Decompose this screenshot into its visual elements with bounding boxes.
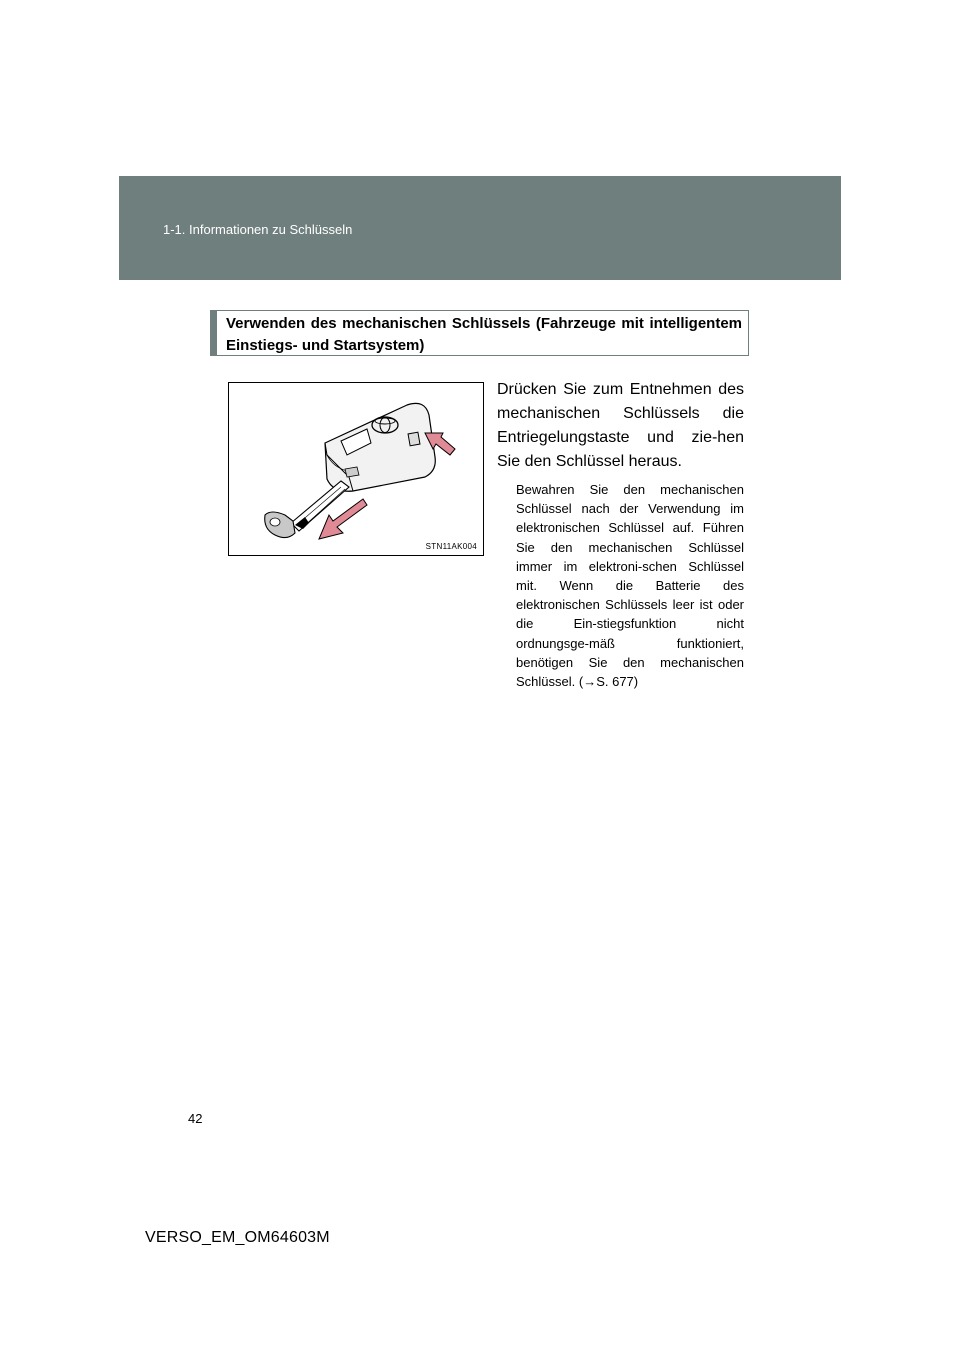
section-title-box xyxy=(210,310,749,356)
section-label: 1-1. Informationen zu Schlüsseln xyxy=(163,222,353,237)
page-number: 42 xyxy=(188,1111,203,1126)
key-illustration xyxy=(228,382,484,556)
key-drawing xyxy=(229,383,483,555)
note-text: Bewahren Sie den mechanischen Schlüssel nach der Verwendung im elektronischen Schlüssel auf. Führen Sie den mechanischen Schlüssel immer im elektroni-schen Schlüssel mit. Wenn die Batterie des elektronischen Schlüssels leer ist oder die Ein-stiegsfunktion nicht ordnungsge-mäß funktioniert, benötigen Sie den mechanischen Schlüssel. (→S. 677) xyxy=(516,482,744,690)
section-title: Verwenden des mechanischen Schlüssels (Fahrzeuge mit intelligentem Einstiegs- und Startsystem) xyxy=(226,315,742,354)
electronic-key-icon xyxy=(325,403,435,491)
document-code: VERSO_EM_OM64603M xyxy=(145,1229,330,1246)
figure-code: STN11AK004 xyxy=(425,542,477,551)
instruction-text: Drücken Sie zum Entnehmen des mechanischen Schlüssels die Entriegelungstaste und zie-hen Sie den Schlüssel heraus. xyxy=(497,381,744,470)
